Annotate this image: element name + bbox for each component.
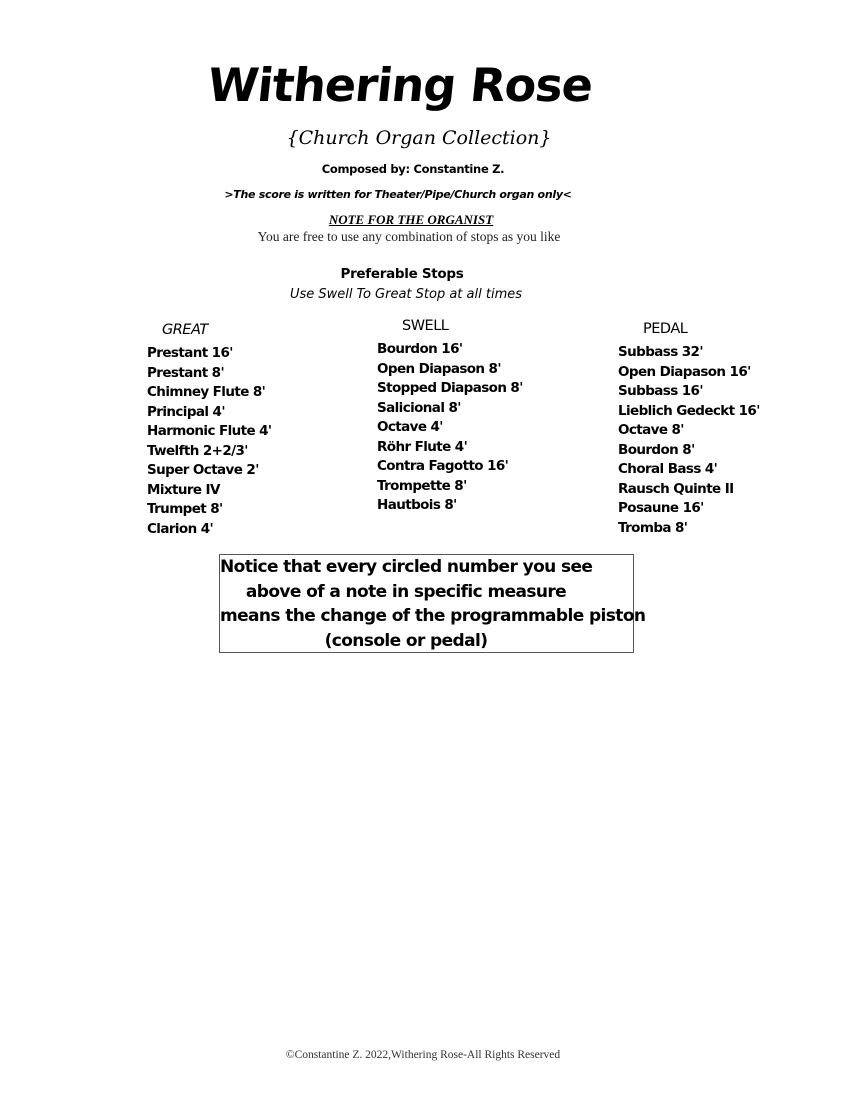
notice-line: Notice that every circled number you see — [220, 557, 593, 577]
notice-line: (console or pedal) — [324, 630, 488, 651]
swell-stop: Trompette 8' — [377, 477, 467, 494]
notice-line: above of a note in specific measure — [245, 581, 567, 602]
pedal-stop: Octave 8' — [618, 422, 684, 438]
pedal-heading: PEDAL — [643, 321, 688, 337]
great-stop: Prestant 16' — [147, 345, 233, 361]
pedal-stop: Posaune 16' — [618, 500, 704, 516]
great-stop: Trumpet 8' — [147, 501, 223, 517]
pedal-stop: Bourdon 8' — [618, 441, 695, 458]
organist-note-heading: NOTE FOR THE ORGANIST — [328, 212, 494, 227]
great-stop: Clarion 4' — [147, 520, 214, 537]
instrument-note: >The score is written for Theater/Pipe/Church organ only< — [224, 188, 572, 201]
swell-stop: Röhr Flute 4' — [377, 438, 468, 455]
page-title: Withering Rose — [205, 58, 595, 112]
pedal-stop: Rausch Quinte II — [618, 480, 734, 497]
pedal-stop: Lieblich Gedeckt 16' — [618, 402, 760, 419]
collection-subtitle: {Church Organ Collection} — [286, 127, 552, 149]
swell-stop: Bourdon 16' — [377, 341, 463, 357]
great-stop: Chimney Flute 8' — [147, 384, 266, 400]
pedal-stop: Subbass 32' — [618, 344, 703, 360]
great-stop: Harmonic Flute 4' — [147, 423, 272, 439]
swell-stop-list — [377, 340, 523, 516]
great-stop: Super Octave 2' — [147, 462, 259, 478]
pedal-stop: Tromba 8' — [618, 519, 688, 536]
great-stop: Principal 4' — [147, 403, 225, 420]
great-stop-list — [147, 344, 271, 539]
great-stop: Mixture IV — [147, 481, 220, 498]
swell-stop: Contra Fagotto 16' — [377, 458, 509, 474]
swell-stop: Salicional 8' — [377, 399, 461, 416]
copyright-footer: ©Constantine Z. 2022,Withering Rose-All Rights Reserved — [285, 1049, 561, 1061]
pedal-stop: Choral Bass 4' — [618, 461, 718, 477]
pedal-stop: Subbass 16' — [618, 383, 703, 399]
piston-notice-box — [219, 554, 646, 653]
pedal-stop: Open Diapason 16' — [618, 363, 751, 380]
organist-note-text: You are free to use any combination of stops as you like — [257, 229, 561, 244]
swell-stop: Stopped Diapason 8' — [377, 380, 523, 396]
swell-stop: Open Diapason 8' — [377, 360, 501, 377]
great-stop: Prestant 8' — [147, 364, 224, 381]
preferable-stops-heading: Preferable Stops — [340, 266, 464, 282]
swell-heading: SWELL — [402, 318, 449, 334]
preferable-stops-text: Use Swell To Great Stop at all times — [289, 287, 523, 302]
great-stop: Twelfth 2+2/3' — [147, 442, 248, 459]
composer-credit: Composed by: Constantine Z. — [321, 162, 505, 176]
swell-stop: Octave 4' — [377, 419, 443, 435]
notice-line: means the change of the programmable piston — [220, 606, 646, 626]
pedal-stop-list — [618, 343, 760, 538]
swell-stop: Hautbois 8' — [377, 497, 457, 513]
great-heading: GREAT — [162, 322, 208, 338]
